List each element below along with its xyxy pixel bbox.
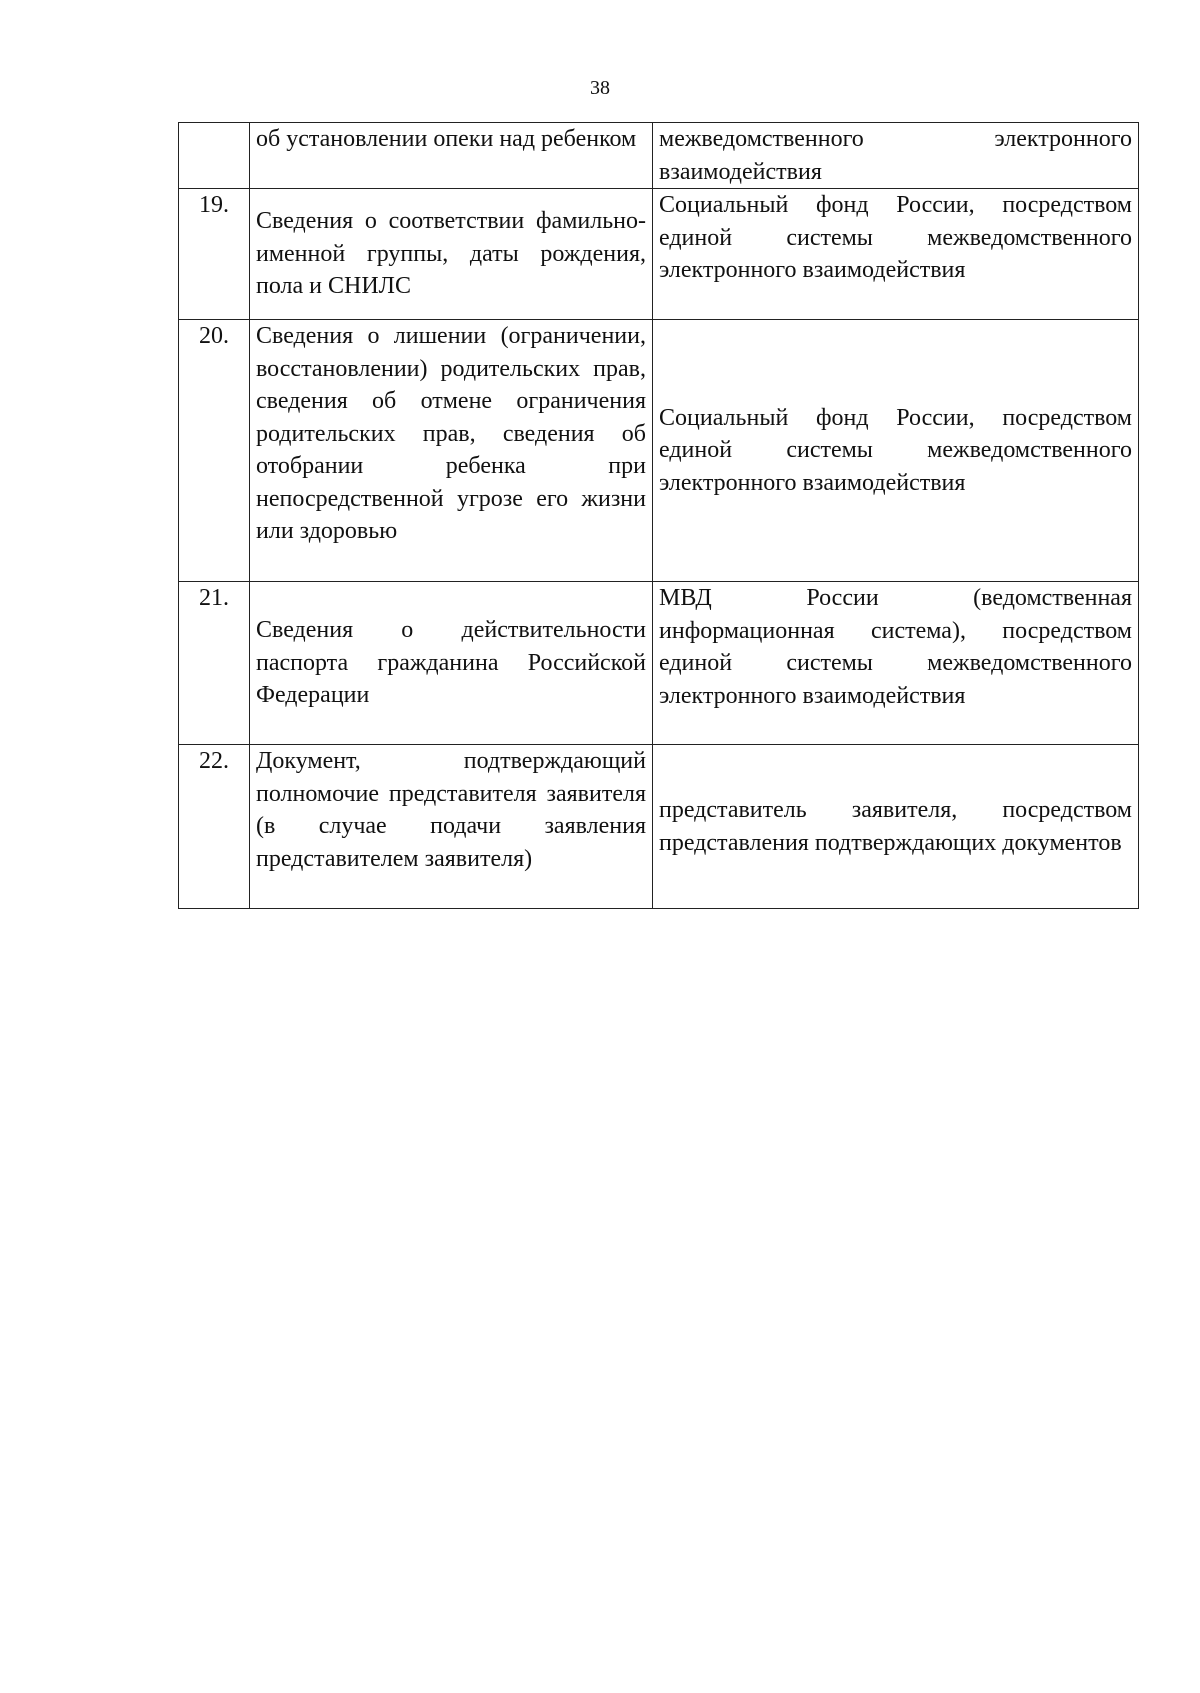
row-number: 19. [179,189,250,320]
document-name-cell [250,320,653,582]
row-number [179,123,250,189]
document-name-cell [250,123,653,189]
page-number: 38 [590,77,610,99]
source-text: Социальный фонд России, посредством единой системы межведомственного электронного взаимодействия [659,404,1132,496]
source-cell [653,123,1139,189]
document-name: Сведения о соответствии фамильно-именной группы, даты рождения, пола и СНИЛС [256,208,646,300]
table-row [179,320,1139,582]
document-name-cell [250,582,653,745]
source-text: представитель заявителя, посредством представления подтверждающих документов [659,797,1132,856]
document-name: Документ, подтверждающий полномочие представителя заявителя (в случае подачи заявления представителем заявителя) [256,748,646,872]
document-name-cell [250,745,653,909]
document-name-cell [250,189,653,320]
source-cell [653,320,1139,582]
table-row [179,745,1139,909]
source-cell [653,582,1139,745]
source-text: МВД России (ведомственная информационная система), посредством единой системы межведомственного электронного взаимодействия [659,585,1132,709]
row-number: 22. [179,745,250,909]
document-name: Сведения о лишении (ограничении, восстановлении) родительских прав, сведения об отмене ограничения родительских прав, сведения об отобрании ребенка при непосредственной угрозе его жизни или здоровью [256,323,646,544]
table-row [179,582,1139,745]
source-text: Социальный фонд России, посредством единой системы межведомственного электронного взаимодействия [659,192,1132,283]
source-cell [653,189,1139,320]
source-text: межведомственного электронного взаимодействия [659,126,1132,185]
document-name: об установлении опеки над ребенком [256,126,637,152]
source-cell [653,745,1139,909]
row-number: 20. [179,320,250,582]
table-row [179,123,1139,189]
document-name: Сведения о действительности паспорта гражданина Российской Федерации [256,617,646,709]
documents-table [178,122,1139,909]
row-number: 21. [179,582,250,745]
table-row [179,189,1139,320]
